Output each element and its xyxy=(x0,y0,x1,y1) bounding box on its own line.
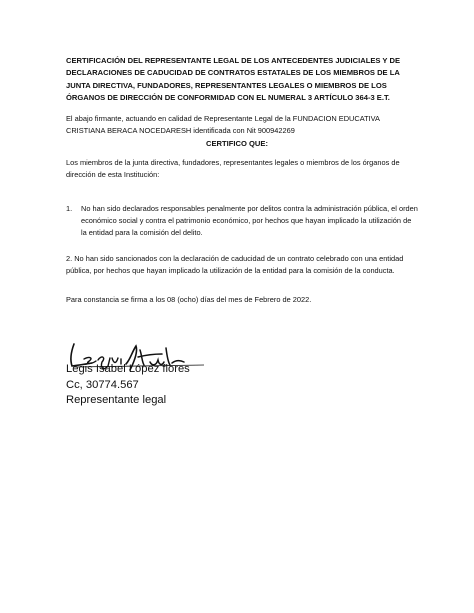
list-item-1 xyxy=(66,203,418,238)
certifico-heading: CERTIFICO QUE: xyxy=(205,139,268,148)
signer-id: Cc, 30774.567 xyxy=(66,378,139,391)
intro-paragraph: El abajo firmante, actuando en calidad de Representante Legal de la FUNDACION EDUCATIVA CRISTIANA BERACA NOCEDARESH identificada con Nit 900942269 xyxy=(66,114,380,135)
document-title: CERTIFICACIÓN DEL REPRESENTANTE LEGAL DE LOS ANTECEDENTES JUDICIALES Y DE DECLARACIONES DE CADUCIDAD DE CONTRATOS ESTATALES DE LOS MIEMBROS DE LA JUNTA DIRECTIVA, FUNDADORES, REPRESENTANTES LEGALES O MIEMBROS DE LOS ÓRGANOS DE DIRECCIÓN DE CONFORMIDAD CON EL NUMERAL 3 ARTÍCULO 364-3 E.T. xyxy=(66,56,401,103)
signer-role: Representante legal xyxy=(66,394,167,406)
closing-paragraph: Para constancia se firma a los 08 (ocho) días del mes de Febrero de 2022. xyxy=(66,295,312,304)
list-item-1-text: No han sido declarados responsables penalmente por delitos contra la administración pública, el orden económico social y contra el patrimonio económico, por hechos que hayan implicado la utilización de la entidad para la comisión del delito. xyxy=(81,204,418,237)
members-paragraph: Los miembros de la junta directiva, fundadores, representantes legales o miembros de los órganos de dirección de esta Institución: xyxy=(66,158,400,179)
list-item-2: 2. No han sido sancionados con la declaración de caducidad de un contrato celebrado con una entidad pública, por hechos que hayan implicado la utilización de la entidad para la comisión de la conducta. xyxy=(66,254,404,275)
signature-block xyxy=(66,362,266,409)
list-item-1-number: 1. xyxy=(66,204,73,213)
signer-name: Legis Isabel López flores xyxy=(66,363,190,375)
